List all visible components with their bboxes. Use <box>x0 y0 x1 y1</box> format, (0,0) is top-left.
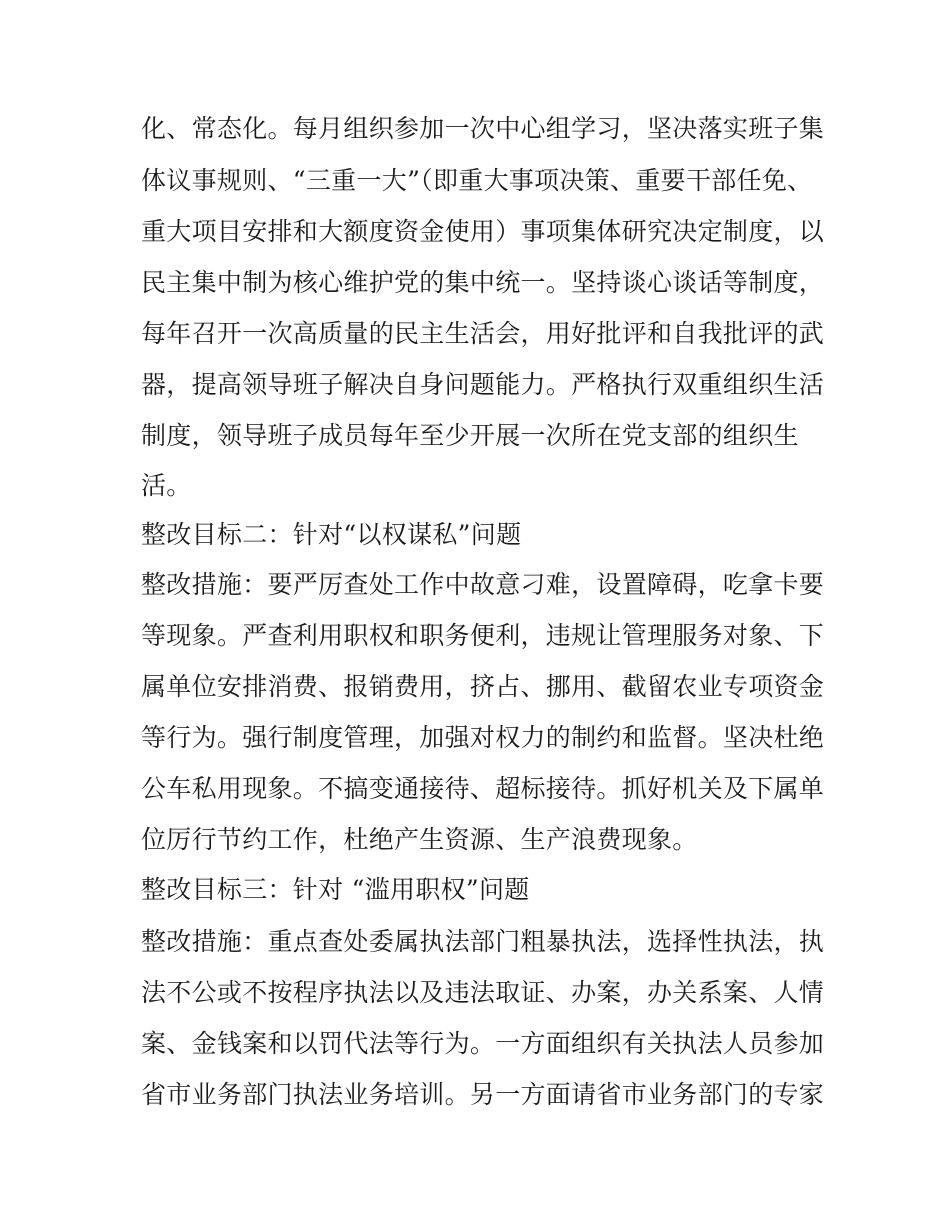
text-line: 每年召开一次高质量的民主生活会，用好批评和自我批评的武 <box>141 319 825 348</box>
text-line: 整改措施：重点查处委属执法部门粗暴执法，选择性执法，执 <box>141 927 825 956</box>
text-line: 体议事规则、“三重一大”（即重大事项决策、重要干部任免、 <box>141 166 813 195</box>
text-line: 活。 <box>141 471 192 500</box>
text-line: 重大项目安排和大额度资金使用）事项集体研究决定制度，以 <box>141 217 825 246</box>
text-line: 等行为。强行制度管理，加强对权力的制约和监督。坚决杜绝 <box>141 723 825 752</box>
section-heading: 整改目标三：针对 “滥用职权”问题 <box>141 875 530 904</box>
text-line: 位厉行节约工作，杜绝产生资源、生产浪费现象。 <box>141 825 698 854</box>
text-line: 公车私用现象。不搞变通接待、超标接待。抓好机关及下属单 <box>141 774 825 803</box>
section-heading: 整改目标二：针对“以权谋私”问题 <box>141 520 522 549</box>
text-line: 案、金钱案和以罚代法等行为。一方面组织有关执法人员参加 <box>141 1029 825 1058</box>
text-line: 整改措施：要严厉查处工作中故意刁难，设置障碍，吃拿卡要 <box>141 570 825 599</box>
text-line: 省市业务部门执法业务培训。另一方面请省市业务部门的专家 <box>141 1080 825 1109</box>
text-line: 等现象。严查利用职权和职务便利，违规让管理服务对象、下 <box>141 621 825 650</box>
text-line: 法不公或不按程序执法以及违法取证、办案，办关系案、人情 <box>141 978 825 1007</box>
text-line: 民主集中制为核心维护党的集中统一。坚持谈心谈话等制度， <box>141 268 825 297</box>
text-line: 器，提高领导班子解决自身问题能力。严格执行双重组织生活 <box>141 370 825 399</box>
text-line: 属单位安排消费、报销费用，挤占、挪用、截留农业专项资金 <box>141 672 825 701</box>
text-line: 化、常态化。每月组织参加一次中心组学习，坚决落实班子集 <box>141 114 825 143</box>
text-line: 制度，领导班子成员每年至少开展一次所在党支部的组织生 <box>141 421 799 450</box>
